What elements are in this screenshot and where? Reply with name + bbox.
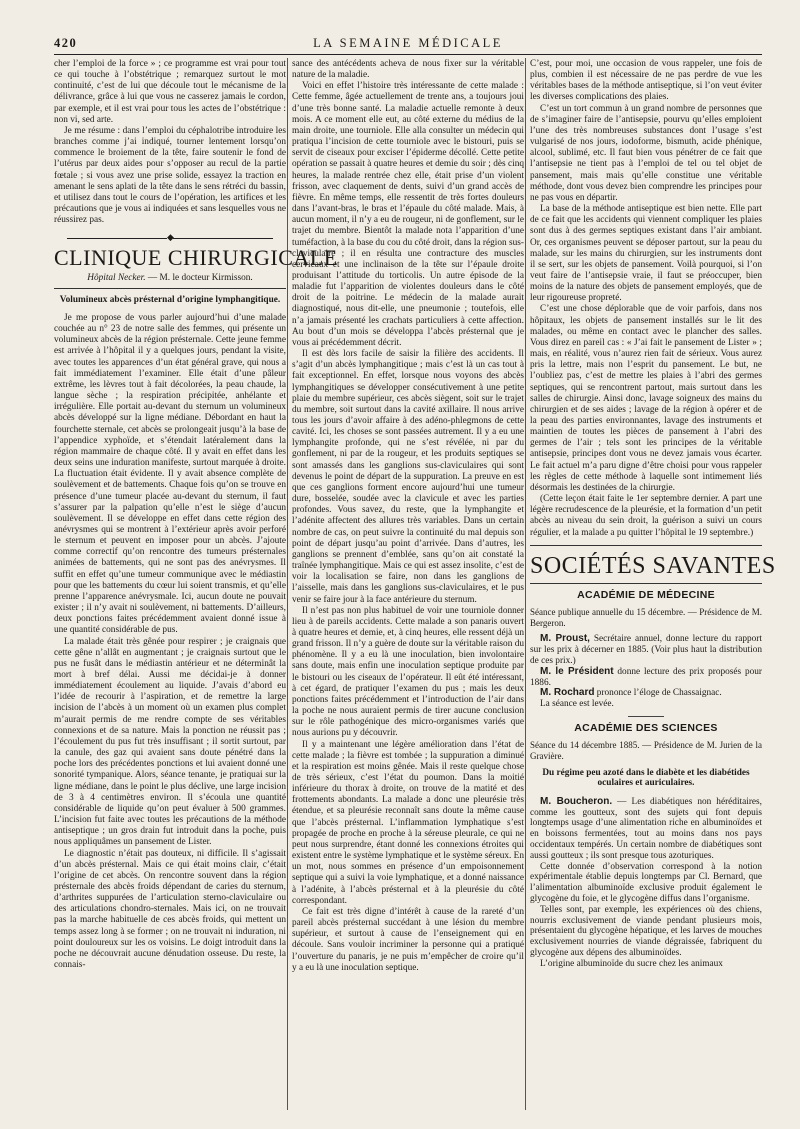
entry-text: donne lecture des prix proposés pour 1886.	[530, 666, 762, 688]
session-closing: La séance est levée.	[540, 699, 614, 710]
entry-text: Secrétaire annuel, donne lecture du rapport sur les prix à décerner en 1885. (Voir plus haut la distribution de ces prix.)	[530, 634, 762, 667]
paragraph	[530, 797, 762, 862]
column-2	[292, 59, 524, 1119]
speaker-name: M. le Président	[540, 665, 614, 677]
hospital-name: Hôpital Necker.	[87, 273, 146, 284]
page-number: 420	[54, 36, 78, 50]
paragraph: La malade était très gênée pour respirer ; je craignais que cette gêne n’allât en augmentant ; je craignais surtout que le pus ne fusât dans le médiastin antérieur et ne déterminât la mort à bref délai. Aussi me décidai-je à donner immédiatement écoulement au liquide. J’avais d’abord eu l’idée de recourir à l’aspiration, et de remettre la large incision de l’abcès à un moment où un examen plus complet m’aurait permis de me rendre compte de ses véritables connexions et de sa nature. Mais la ponction ne réussit pas ; l’écoulement du pus fut très insuffisant ; il sortit surtout, par la canule, des gaz qui avaient sans doute pénétré dans la poche lors des précédentes ponctions et lui avaient donné une sonorité tympanique. Alors, séance tenante, je pratiquai sur la ligne médiane, dans le point le plus déclive, une large incision de 3 à 4 centimètres environ. Il s’écoula une quantité considérable de liquide qu’on peut évaluer à 500 grammes. L’incision fut faite avec toutes les précautions de la méthode antiseptique ; un gros drain fut introduit dans la poche, puis nous appliquâmes un pansement de Lister.	[54, 636, 286, 848]
session-entry	[530, 634, 762, 666]
column-3	[530, 59, 776, 1119]
column-rule-2	[525, 58, 526, 1110]
paragraph: Voici en effet l’histoire très intéressante de cette malade : Cette femme, âgée actuellement de trente ans, a toujours joui d’une très bonne santé. La maladie actuelle remonte à deux mois. A ce moment elle eut, au côté externe du médius de la main droite, une tourniole. Elle alla consulter un médecin qui pratiqua l’incision de cette tourniole avec le bistouri, puis se servit de ciseaux pour exciser l’épiderme décollé. Cette petite opération se passait à quatre heures et demie du soir ; dès cinq heures, la malade rentrée chez elle, était prise d’un violent frisson, avec claquement de dents, suivi d’un grand accès de fièvre. En même temps, elle ressentit de très fortes douleurs dans l’avant-bras, le bras et l’épaule du côté malade. Mais, à aucun moment, il n’y a eu de rougeur, ni de gonflement, sur le trajet du membre. Bientôt la malade nota l’apparition d’une tuméfaction, à la base du cou du côté droit, dans la région sus-claviculaire ; il en résulta une contracture des muscles cervicaux et une inclinaison de la tête sur l’épaule droite produisant l’attitude du torticolis. Un autre épisode de la maladie fut l’apparition de violentes douleurs dans le côté droit de la poitrine. Le médecin de la malade aurait diagnostiqué, nous dit-elle, une pneumonie ; toutefois, elle n’a jamais présenté les crachats particuliers à cette affection. Au bout d’un mois se développa l’abcès présternal que je vous ai précédemment décrit.	[292, 81, 524, 348]
paragraph: La base de la méthode antiseptique est bien nette. Elle part de ce fait que les accidents qui viennent compliquer les plaies sont dus à des germes septiques existant dans l’air ambiant. Or, ces organismes peuvent se déposer partout, sur la peau du malade, sur les mains du chirurgien, sur les instruments dont il se sert, sur les objets de pansement. Voilà pourquoi, si l’on veut faire de l’antisepsie vraie, il faut se préoccuper, bien moins de la nature des objets de pansement employés, que de leur rigoureuse propreté.	[530, 204, 762, 304]
paragraph: Ce fait est très digne d’intérêt à cause de la rareté d’un pareil abcès présternal succédant à une lésion du membre supérieur, et surtout à cause de l’enseignement qui en découle. Sans vouloir incriminer la personne qui a pratiqué l’ouverture du panaris, je ne puis m’empêcher de croire qu’il y a eu là une inoculation septique.	[292, 906, 524, 973]
entry-text: prononce l’éloge de Chassaignac.	[594, 688, 722, 699]
paragraph: Je me résume : dans l’emploi du céphalotribe introduire les branches comme j’ai indiqué, tourner lentement lorsqu’on commence le broiement de la tête, faire soutenir le fond de l’utérus par deux aides pour s’opposer au recul de la partie fœtale ; si vous avez une prise solide, essayez la traction en amenant le sens aplati de la tête dans le sens rétréci du bassin, et utilisez dans tout le cours de l’opération, les artifices et les précautions que je vous ai indiquées et sans lesquelles vous ne réussirez pas.	[54, 125, 286, 226]
paragraph: cher l’emploi de la force » ; ce programme est vrai pour tout ce qui touche à l’obstétrique ; remarquez surtout le mot continuité, c’est de lui que découle tout le mécanisme de la délivrance, grâce à lui que vous ne casserez jamais le cordon, par exemple, et il est vrai pour tous les actes de l’obstétrique : non vi, sed arte.	[54, 59, 286, 125]
section-title: SOCIÉTÉS SAVANTES	[530, 552, 776, 579]
session-entry	[530, 688, 762, 699]
session-entry	[530, 667, 762, 689]
paragraph: Il n’est pas non plus habituel de voir une tourniole donner lieu à de pareils accidents. Cette malade a son panaris ouvert à quatre heures et demie, et, à cinq heures, elle ressent déjà un grand frisson. Il n’y a guère de doute sur la véritable raison du phénomène. Il y a eu là une inoculation, bien involontaire sans doute, mais enfin une inoculation septique produite par le bistouri ou les ciseaux de l’opérateur. Il eût été intéressant, à cet égard, de pratiquer l’examen du pus ; mais les deux ponctions faites précédemment et l’introduction de l’air dans la poche ne nous auraient permis de tirer aucune conclusion sur le rôle pathogénique des micro-organismes variés que nous aurions pu y découvrir.	[292, 605, 524, 739]
paragraph: Telles sont, par exemple, les expériences où des chiens, nourris exclusivement de viande pendant plusieurs mois, présentaient du glycogène hépatique, et les larves de mouches exclusivement nourries de viande dégraissée, fabriquent du glycogène aux dépens des albuminoïdes.	[530, 904, 762, 958]
paragraph: Le diagnostic n’était pas douteux, ni difficile. Il s’agissait d’un abcès présternal. Mais ce qui était moins clair, c’était l’origine de cet abcès. On rencontre souvent dans la région présternale des abcès froids dépendant de caries du sternum, d’arthrites suppurées de l’articulation sterno-claviculaire ou des articulations chondro-sternales. Mais ici, on ne trouvait pas la marche habituelle de ces abcès froids, qui mettent un temps assez long à se former ; on ne trouvait ni induration, ni point douloureux sur les os voisins. Le doigt introduit dans la poche ne découvrait aucune dénudation osseuse. Du reste, la connais-	[54, 848, 286, 971]
paragraph: Il est dès lors facile de saisir la filière des accidents. Il s’agit d’un abcès lymphangitique ; mais c’est là un cas tout à fait exceptionnel. En effet, lorsque nous voyons des abcès lymphangitiques se développer consécutivement à une petite plaie du membre supérieur, ces abcès siègent, soit sur le trajet du membre, soit surtout dans la cavité axillaire. Il nous arrive tous les jours d’avoir affaire à des adéno-phlegmons de cette cavité. Ici, les choses se sont passées autrement. Il y a eu une lymphangite profonde, qui ne s’est révélée, ni par du gonflement, ni par de la rougeur, et les produits septiques se sont amassés dans les ganglions sus-claviculaires qui sont devenus le point de départ de la suppuration. La preuve en est que ces ganglions forment encore aujourd’hui une tumeur dure, bosselée, soudée avec la clavicule et avec les parties profondes. Vous savez, du reste, que la lymphangite et l’adénite affectent des allures très variables. Dans un certain nombre de cas, on peut suivre la continuité du mal depuis son point de départ jusqu’au point d’arrivée. Dans d’autres, les ganglions se prennent d’emblée, sans qu’on ait constaté la traînée lymphangitique. Mais ce qui est assez insolite, c’est de voir la localisation se faire, non dans les ganglions de l’aisselle, mais dans les ganglions sus-claviculaires, et le pus venir se faire jour à la face antérieure du sternum.	[292, 349, 524, 605]
paragraph: Il y a maintenant une légère amélioration dans l’état de cette malade ; la fièvre est tombée ; la suppuration a diminué et la respiration est moins gênée. Mais il reste quelque chose de très sérieux, c’est l’état du poumon. Dans la moitié inférieure du thorax à droite, on trouve de la matité et des frottements abondants. La malade a donc une pleurésie très étendue, et sa pleurésie reconnaît sans doute la même cause que l’abcès présternal. L’inflammation lymphatique s’est propagée de proche en proche à la séreuse pleurale, ce qui ne peut nous surprendre, étant donné les connexions étroites qui existent entre le système lymphatique et le système séreux. En un mot, nous sommes en présence d’un empoisonnement septique qui a suivi la voie lymphatique, et a donné naissance à l’adénite, à l’abcès présternal et à la pleurésie du côté correspondant.	[292, 739, 524, 906]
speaker-name: M. Boucheron.	[540, 795, 613, 807]
entry-text: — Les diabétiques non héréditaires, comme les goutteux, sont des sujets qui font depuis longtemps usage d’une alimentation riche en albuminoïdes et en boissons fermentées, tout au moins dans nos pays occidentaux tempérés. Un certain nombre de diabétiques sont aussi goutteux ; ils sont presque tous azoturiques.	[530, 796, 762, 861]
paragraph: Cette donnée d’observation correspond à la notion expérimentale établie depuis longtemps par Cl. Bernard, que l’alimentation albuminoïde exclusive produit également le glycogène du foie, et le glycogène diffus dans l’organisme.	[530, 861, 762, 904]
speaker-name: M. Proust,	[540, 633, 590, 645]
divider	[530, 545, 762, 546]
column-rule-1	[287, 58, 288, 1110]
paragraph: C’est un tort commun à un grand nombre de personnes que de s’imaginer faire de l’antisepsie, pourvu qu’elles emploient l’une des très nombreuses substances dont l’usage s’est vulgarisé de nos jours, iodoforme, bismuth, acide phénique, alcool, sublimé, etc. Il faut bien vous pénétrer de ce fait que l’antisepsie ne tient pas à l’emploi de tel ou tel objet de pansement, mais mais qu’elle constitue une véritable méthode, dont vous devez bien comprendre les principes pour ne pas vous en départir.	[530, 103, 762, 203]
running-title: LA SEMAINE MÉDICALE	[313, 36, 503, 50]
divider	[54, 288, 286, 289]
article-heading: Du régime peu azoté dans le diabète et les diabétides oculaires et auriculaires.	[542, 767, 750, 789]
paragraph: L’origine albuminoïde du sucre chez les animaux	[540, 958, 723, 969]
section-title: CLINIQUE CHIRURGICALE	[54, 245, 338, 271]
paragraph: C’est, pour moi, une occasion de vous rappeler, une fois de plus, combien il est nécessaire de ne pas perdre de vue les véritables bases de la méthode antiseptique, si l’on veut éviter les diverses complications des plaies.	[530, 59, 762, 103]
header-rule	[54, 54, 762, 55]
author-name: — M. le docteur Kirmisson.	[145, 273, 253, 284]
section-byline	[54, 273, 286, 284]
divider	[628, 716, 664, 717]
page-header	[54, 36, 762, 54]
academy-title: ACADÉMIE DES SCIENCES	[574, 722, 718, 735]
academy-title: ACADÉMIE DE MÉDECINE	[577, 588, 715, 601]
paragraph: sance des antécédents acheva de nous fixer sur la véritable nature de la maladie.	[292, 59, 524, 81]
paragraph: (Cette leçon était faite le 1er septembre dernier. A part une légère recrudescence de la pleurésie, et la formation d’un petit abcès au niveau du sein droit, la guérison a suivi un cours régulier, et la malade a pu quitter l’hôpital le 19 septembre.)	[530, 494, 762, 538]
article-heading: Volumineux abcès présternal d’origine lymphangitique.	[59, 294, 281, 305]
column-1	[54, 59, 338, 1119]
section-ornament: ◆	[54, 232, 286, 242]
paragraph: C’est une chose déplorable que de voir parfois, dans nos hôpitaux, les objets de pansement installés sur le lit des malades, ou même en contact avec le plancher des salles. Vous direz en pareil cas : « J’ai fait le pansement de Lister » ; mais, en réalité, vous n’aurez rien fait de sérieux. Vous aurez pris la lettre, mais non l’esprit du pansement. Le but, ne l’oubliez pas, c’est de mettre les plaies à l’abri des germes septiques, qui se rencontrent partout, mais surtout dans les salles de chirurgie. Ainsi donc, lavage soigneux des mains du chirurgien et de ses aides ; lavage de la région à opérer et de la peau des parties environnantes, lavage des instruments et maintien de toutes les pièces de pansement à l’abri des germes de l’air ; tels sont les principes de la véritable antisepsie, principes dont vous ne devez jamais vous écarter. Le fait actuel m’a paru digne d’être choisi pour vous rappeler les règles de cette méthode à laquelle sont intimement liés désormais les destinées de la chirurgie.	[530, 304, 762, 493]
divider	[530, 583, 762, 584]
speaker-name: M. Rochard	[540, 687, 595, 699]
session-info: Séance publique annuelle du 15 décembre. — Présidence de M. Bergeron.	[530, 606, 762, 628]
paragraph: Je me propose de vous parler aujourd’hui d’une malade couchée au n° 23 de notre salle des femmes, qui présente un volumineux abcès de la région présternale. Cette jeune femme est arrivée à l’hôpital il y a quelques jours, pendant la visite, avec toutes les apparences d’un état général grave, qui nous a fait immédiatement l’examiner. Elle était d’une pâleur extrême, les lèvres tout à fait décolorées, la peau chaude, la langue sèche ; la respiration précipitée, anhélante et irrégulière. Elle portait au-devant du sternum un volumineux abcès développé sur la ligne médiane. Débordant en haut la fourchette sternale, cet abcès se prolongeait jusqu’à la base de l’appendice xyphoïde, et s’étendait latéralement dans la région mammaire de chaque côté. Il y avait en effet dans les deux seins une induration manifeste, surtout marquée à droite. La fluctuation était évidente. Il y avait absence complète de soulèvement et de battements. Chaque fois qu’on se trouve en présence d’une tumeur placée au-devant du sternum, il faut s’assurer par la palpation qu’elle n’est le siège d’aucun soulèvement. Il se développe en effet dans cette région des anévrysmes qui se montrent à l’extérieur après avoir perforé le sternum et peuvent en imposer pour un abcès. J’ajoute comme correctif qu’on rencontre des tumeurs présternales animées de battements, qui ne sont pas des anévrysmes. Il suffit en effet qu’une tumeur communique avec le médiastin pour que les battements du cœur lui soient transmis, et qu’elle prenne l’apparence anévrysmale. Ici, aucun doute ne pouvait exister ; il n’y avait ni soulèvement, ni battements. D’ailleurs, deux ponctions faites précédemment avaient donné issue à une quantité considérable de pus.	[54, 313, 286, 636]
session-info: Séance du 14 décembre 1885. — Présidence de M. Jurien de la Gravière.	[530, 740, 762, 761]
